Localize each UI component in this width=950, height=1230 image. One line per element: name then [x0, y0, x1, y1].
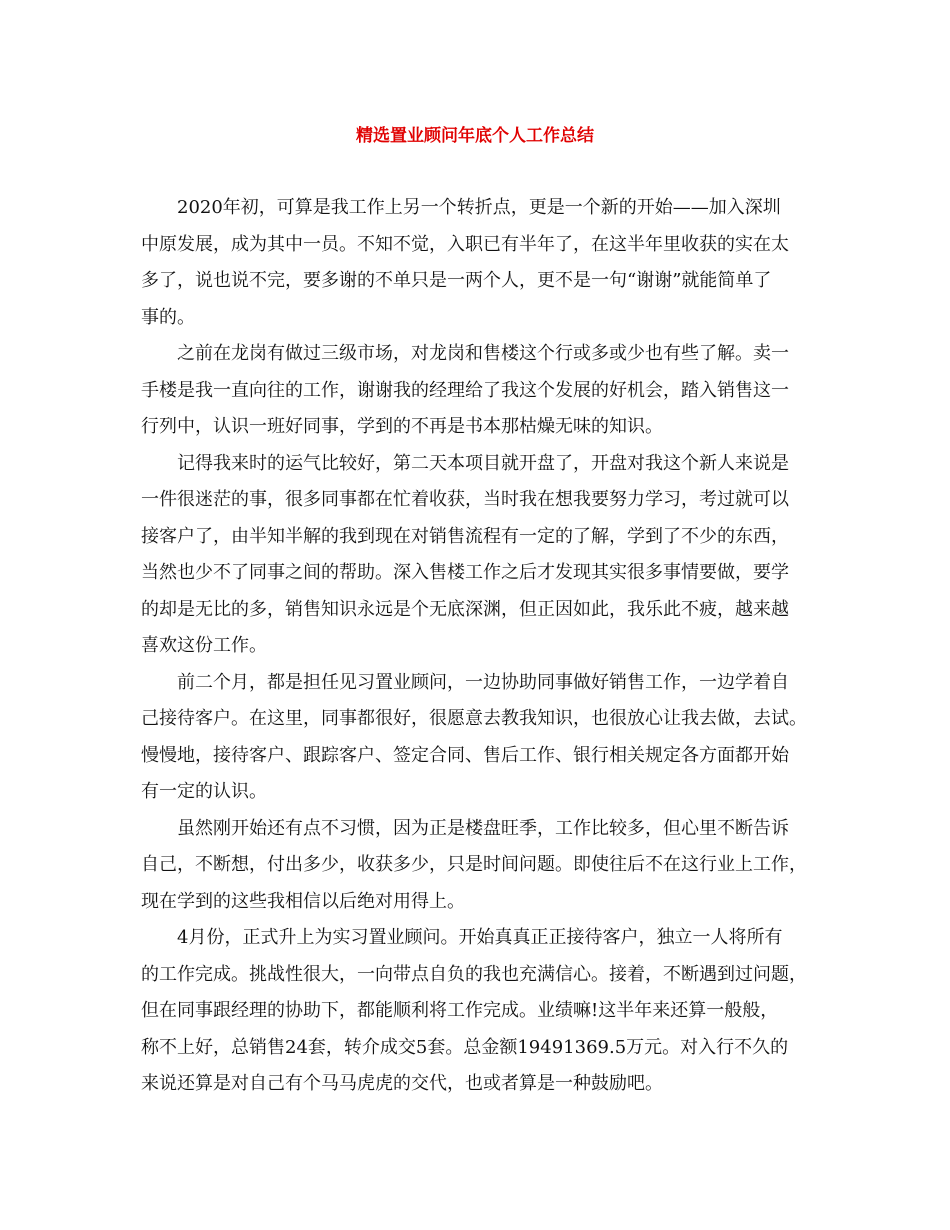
- text-line: 一件很迷茫的事，很多同事都在忙着收获，当时我在想我要努力学习，考过就可以: [141, 489, 789, 510]
- paragraph-4: [141, 665, 821, 811]
- text-line: 自己，不断想，付出多少，收获多少，只是时间问题。即使往后不在这行业上工作，: [141, 854, 807, 875]
- text-line: 现在学到的这些我相信以后绝对用得上。: [141, 890, 465, 912]
- text-line: 称不上好，总销售24套，转介成交5套。总金额19491369.5万元。对入行不久的: [141, 1036, 789, 1058]
- text-line: 之前在龙岗有做过三级市场，对龙岗和售楼这个行或多或少也有些了解。卖一: [177, 343, 789, 364]
- text-line: 中原发展，成为其中一员。不知不觉，入职已有半年了，在这半年里收获的实在太: [141, 233, 789, 255]
- paragraph-1: [141, 190, 821, 336]
- text-line: 但在同事跟经理的协助下，都能顺利将工作完成。业绩嘛!这半年来还算一般般，: [141, 1000, 779, 1021]
- text-line: 有一定的认识。: [141, 781, 267, 802]
- text-line: 己接待客户。在这里，同事都很好，很愿意去教我知识，也很放心让我去做，去试。: [141, 708, 807, 729]
- text-line: 多了，说也说不完，要多谢的不单只是一两个人，更不是一句“谢谢”就能简单了: [141, 270, 772, 291]
- text-line: 行列中，认识一班好同事，学到的不再是书本那枯燥无味的知识。: [141, 416, 663, 437]
- paragraph-5: [141, 811, 821, 921]
- text-line: 记得我来时的运气比较好，第二天本项目就开盘了，开盘对我这个新人来说是: [177, 452, 789, 474]
- text-line: 的却是无比的多，销售知识永远是个无底深渊，但正因如此，我乐此不疲，越来越: [141, 598, 789, 620]
- text-line: 虽然刚开始还有点不习惯，因为正是楼盘旺季，工作比较多，但心里不断告诉: [177, 817, 789, 839]
- text-line: 慢慢地，接待客户、跟踪客户、签定合同、售后工作、银行相关规定各方面都开始: [141, 744, 789, 766]
- text-line: 当然也少不了同事之间的帮助。深入售楼工作之后才发现其实很多事情要做，要学: [141, 562, 789, 583]
- text-line: 喜欢这份工作。: [141, 635, 267, 656]
- text-line: 的工作完成。挑战性很大，一向带点自负的我也充满信心。接着，不断遇到过问题，: [141, 963, 807, 985]
- text-line: 4月份，正式升上为实习置业顾问。开始真真正正接待客户，独立一人将所有: [177, 927, 783, 948]
- text-line: 事的。: [141, 306, 195, 328]
- paragraph-6: [141, 920, 821, 1103]
- text-line: 手楼是我一直向往的工作，谢谢我的经理给了我这个发展的好机会，踏入销售这一: [141, 379, 789, 401]
- text-line: 接客户了，由半知半解的我到现在对销售流程有一定的了解，学到了不少的东西，: [141, 525, 789, 547]
- paragraph-3: [141, 446, 821, 665]
- text-line: 前二个月，都是担任见习置业顾问，一边协助同事做好销售工作，一边学着自: [177, 671, 789, 693]
- document-body: [141, 190, 821, 1103]
- paragraph-2: [141, 336, 821, 446]
- document-title: 精选置业顾问年底个人工作总结: [356, 126, 594, 146]
- text-line: 来说还算是对自己有个马马虎虎的交代，也或者算是一种鼓励吧。: [141, 1073, 663, 1094]
- text-line: 2020年初，可算是我工作上另一个转折点，更是一个新的开始——加入深圳: [177, 197, 781, 218]
